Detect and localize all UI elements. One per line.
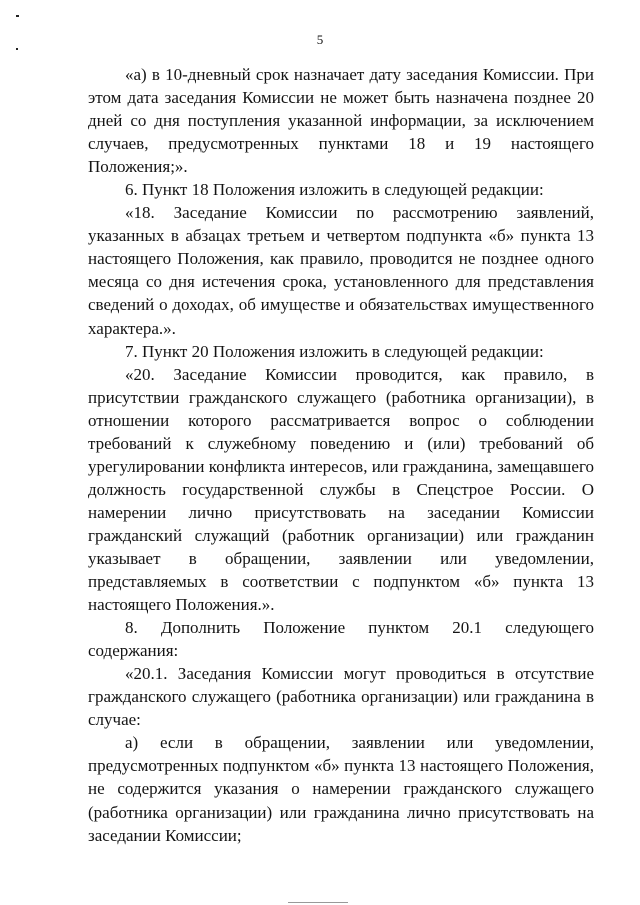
paragraph-clause-18: «18. Заседание Комиссии по рассмотрению заявлений, указанных в абзацах третьем и четвертом подпункта «б» пункта 13 настоящего Положения, как правило, проводится не позднее одного месяца со дня истечения срока, установленного для представления сведений о доходах, об имуществе и обязательствах имущественного характера.». <box>88 203 594 338</box>
scan-edge-line <box>288 902 348 903</box>
page-number: 5 <box>316 32 324 47</box>
paragraph-clause-20-1: «20.1. Заседания Комиссии могут проводиться в отсутствие гражданского служащего (работника организации) или гражданина в случае: <box>88 664 594 730</box>
scan-artifact-mark <box>16 48 18 50</box>
scan-artifact-mark <box>16 15 19 17</box>
paragraph-item-7: 7. Пункт 20 Положения изложить в следующей редакции: <box>125 341 544 361</box>
paragraph-item-6: 6. Пункт 18 Положения изложить в следующей редакции: <box>125 180 544 200</box>
paragraph-item-8: 8. Дополнить Положение пунктом 20.1 следующего содержания: <box>88 618 594 661</box>
document-body <box>88 63 594 847</box>
paragraph-subclause-a: «а) в 10-дневный срок назначает дату заседания Комиссии. При этом дата заседания Комиссии не может быть назначена позднее 20 дней со дня поступления указанной информации, за исключением случаев, предусмотренных пунктами 18 и 19 настоящего Положения;». <box>88 65 594 177</box>
paragraph-subclause-a-2: а) если в обращении, заявлении или уведомлении, предусмотренных подпунктом «б» пункта 13 настоящего Положения, не содержится указания о намерении гражданского служащего (работника организации) или гражданина лично присутствовать на заседании Комиссии; <box>88 733 594 845</box>
paragraph-clause-20: «20. Заседание Комиссии проводится, как правило, в присутствии гражданского служащего (работника организации), в отношении которого рассматривается вопрос о соблюдении требований к служебному поведению и (или) требований об урегулировании конфликта интересов, или гражданина, замещавшего должность государственной службы в Спецстрое России. О намерении лично присутствовать на заседании Комиссии гражданский служащий (работник организации) или гражданин указывает в обращении, заявлении или уведомлении, представляемых в соответствии с подпунктом «б» пункта 13 настоящего Положения.». <box>88 364 594 615</box>
